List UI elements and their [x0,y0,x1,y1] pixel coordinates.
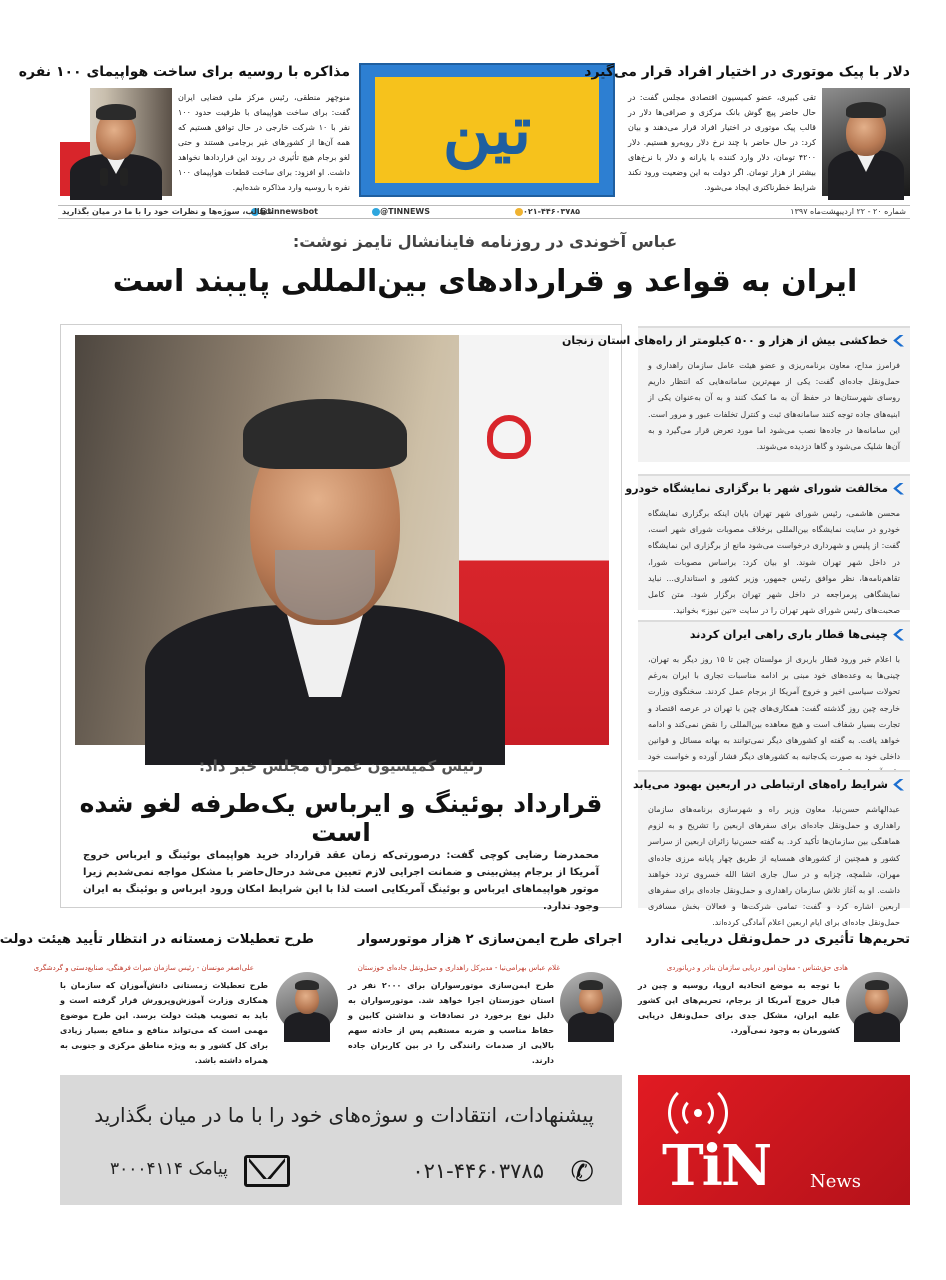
column-3-title[interactable]: طرح تعطیلات زمستانه در انتظار تأیید هیئت دولت [0,932,314,947]
feature-body: محمدرضا رضایی کوچی گفت: درصورتی‌که زمان عقد قرارداد خرید هواپیمای بوئینگ و ایرباس خروج آمریکا از برجام پیش‌بینی و ضمانت اجرایی لازم تعیین می‌شد درحال‌حاضر با مشکل مواجه نمی‌شدیم زیرا موتور هواپیماهای ایرباس و بوئینگ آمریکایی است لذا با این شرایط امکان ورود ایرباس و بوئینگ به ایران وجود ندارد. [83,850,599,912]
chevron-left-icon [892,483,904,495]
feature-kicker: رئیس کمیسیون عمران مجلس خبر داد: [198,757,483,775]
column-2-photo [560,972,622,1034]
logo-inner [375,77,599,183]
top-left-photo [60,88,172,196]
column-3-photo [276,972,338,1034]
issue-number: شماره ۲۰ - ۲۲ اردیبهشت‌ماه ۱۳۹۷ [790,207,906,216]
envelope-icon [244,1155,290,1187]
telegram-icon [372,208,380,216]
top-right-story-title[interactable]: دلار با پیک موتوری در اختیار افراد قرار می‌گیرد [584,64,910,80]
column-1-body: با توجه به موضع اتحادیه اروپا، روسیه و چین در قبال خروج آمریکا از برجام، تحریم‌های این کشور علیه ایران، مشکل جدی برای حمل‌ونقل دریایی کشورمان به وجود نمی‌آورد. [638,981,840,1035]
sidebar-box-body: با اعلام خبر ورود قطار باربری از مولستان چین تا ۱۵ روز دیگر به تهران، چینی‌ها به وعده‌های خود مبنی بر ادامه مناسبات تجاری با ایران به‌رغم تحولات سیاسی اخیر و خروج آمریکا از برجام عمل کردند. سخنگوی وزارت خارجه چین روز گذشته گفت: همکاری‌های چین با تهران در عرصه اقتصاد و تجارت بسیار شفاف است و هیچ معاهده بین‌المللی را نقض نمی‌کند و ادامه خواهد یافت. به گفته او کشورهای دیگر نمی‌توانند به بهانه مسائل و قوانین داخلی خود به صورت یک‌جانبه به کشورهای دیگر فشار آورده و خواست خود [648,655,901,762]
top-right-story-body: تقی کبیری، عضو کمیسیون اقتصادی مجلس گفت: در حال حاضر پیچ گوش بانک مرکزی و صرافی‌ها دلار در قالب پیک موتوری در اختیار افراد قرار می‌دهند و بیان کرد: در حال حاضر با چند نرخ دلار روبه‌رو هستیم. دلار ۴۲۰۰ تومان، دلار وارد کننده با یارانه و دلار با نرخ‌های بیشتر از هزار تومان. اگر دولت به این وضعیت ورود نکند شرایط خطرناکتری ایجاد می‌شود. [628,93,816,192]
sidebar-box-1[interactable] [561,326,910,462]
top-left-story-title[interactable]: مذاکره با روسیه برای ساخت هواپیمای ۱۰۰ نفره [18,64,350,80]
lead-title[interactable]: ایران به قواعد و قراردادهای بین‌المللی پایبند است [112,264,858,299]
banner-phone[interactable]: ۰۲۱-۴۴۶۰۳۷۸۵ [412,1159,544,1183]
column-1-photo [846,972,908,1034]
chevron-left-icon [892,335,904,347]
sidebar-box-body: عبدالهاشم حسن‌نیا، معاون وزیر راه و شهرسازی برنامه‌های سازمان راهداری و حمل‌ونقل جاده‌ای برای سفرهای اربعین را تشریح و به لزوم هماهنگی بین سازمان‌ها تأکید کرد. به گفته حسن‌نیا زائران اربعین از سراسر کشور و همچنین از کشورهای همسایه از طریق چهار پایانه مرزی جاده‌ای مهران، شلمچه، چزابه و در سال جاری اتشا الله خسروی تردد خواهند داشت. او به آغاز تلاش سازمان راهداری و حمل‌ونقل جاده‌ای برای سفرهای اربعین اشاره کرد و گفت: تمامی شرکت‌ها و فعالان بخش مسافری حمل‌ونقل جاده‌ای برای ایام اربعین اعلام آمادگی کرده‌اند. [648,805,900,928]
info-phone[interactable]: ۰۲۱-۴۴۶۰۳۷۸۵ [512,207,580,216]
chevron-left-icon [892,779,904,791]
lead-kicker: عباس آخوندی در روزنامه فاینانشال تایمز نوشت: [292,232,678,251]
info-cta: مطالب، سوژه‌ها و نظرات خود را با ما در میان بگذارید [62,207,273,216]
top-right-photo [822,88,910,196]
column-1-sub: هادی حق‌شناس - معاون امور دریایی سازمان بنادر و دریانوردی [666,964,848,972]
info-tinnews[interactable]: @TINNEWS [369,207,430,216]
tin-news-word: News [810,1171,862,1192]
broadcast-dot-icon [694,1109,702,1117]
column-2-title[interactable]: اجرای طرح ایمن‌سازی ۲ هزار موتورسوار [357,932,622,947]
feature-photo [75,335,609,745]
column-3-sub: علی‌اصغر مونسان - رئیس سازمان میراث فرهنگی، صنایع‌دستی و گردشگری [33,964,254,972]
feature-title[interactable]: قرارداد بوئینگ و ایرباس یک‌طرفه لغو شده است [79,789,603,847]
flag-emblem-icon [487,415,531,459]
sidebar-box-body: محسن هاشمی، رئیس شورای شهر تهران بایان اینکه برگزاری نمایشگاه خودرو در سایت نمایشگاه بین‌المللی برخلاف مصوبات شورای شهر است، گفت: از پلیس و شهرداری درخواست می‌شود مانع از برگزاری این نمایشگاه در داخل شهر تهران شوند. او بیان کرد: براساس مصوبات شورا، تقاهم‌نامه‌ها، نظر موافق رئیس جمهور، وزیر کشور و استانداری... نباید نمایشگاهی پرمراجعه در داخل شهر تهران برگزار شود. متن کامل صحبت‌های رئیس شورای شهر تهران را در سایت «تین نیوز» بخوانید. [648,509,900,616]
info-bar [58,205,910,219]
sidebar-box-title: چینی‌ها قطار باری راهی ایران کردند [690,628,904,641]
chevron-left-icon [892,629,904,641]
column-2-sub: غلام عباس بهرامی‌نیا - مدیرکل راهداری و حمل‌ونقل جاده‌ای خوزستان [357,964,560,972]
sidebar-box-body: فرامرز مداح، معاون برنامه‌ریزی و عضو هیئت عامل سازمان راهداری و حمل‌ونقل جاده‌ای گفت: یکی از مهم‌ترین سامانه‌هایی که انتظار داریم روسای شهرستان‌ها در حفظ آن به ما کمک کنند و به آن به‌عنوان یکی از ابنیه‌های جاده توجه کنند سامانه‌های ثبت و کنترل تخلفات عبور و مرور است. این سامانه‌ها در جاده‌ها نصب می‌شود اما مورد تعرض قرار می‌گیرد و به آن‌ها شلیک می‌شود و گاها دزدیده می‌شوند. [648,361,900,452]
feedback-banner[interactable] [60,1075,622,1205]
phone-icon: ✆ [570,1155,594,1188]
sidebar-box-3[interactable] [638,620,910,760]
banner-sms[interactable]: پیامک ۳۰۰۰۴۱۱۴ [110,1159,228,1179]
newspaper-logo [359,63,615,197]
tin-brand: TiN [662,1133,771,1199]
banner-text: پیشنهادات، انتقادات و سوژه‌های خود را با ما در میان بگذارید [94,1103,594,1127]
column-2-body: طرح ایمن‌سازی موتورسواران برای ۲۰۰۰ نفر در استان خوزستان اجرا خواهد شد. موتورسواران به دلیل نوع برخورد در تصادفات و نداشتن کابین و حفاظ مناسب و ضربه مستقیم پس از حادثه سهم بالایی از صدمات رانندگی را در بین کاربران جاده دارند. [348,981,554,1065]
feature-story [60,324,622,912]
tin-news-ad[interactable] [638,1075,910,1205]
sidebar-box-4[interactable] [632,770,910,928]
sidebar-box-title: خط‌کشی بیش از هزار و ۵۰۰ کیلومتر از راه‌های استان زنجان [562,334,904,347]
info-bot[interactable]: @tinnewsbot [248,207,318,216]
phone-icon [515,208,523,216]
sidebar-box-title: مخالفت شورای شهر با برگزاری نمایشگاه خودرو [625,482,904,495]
logo-text: تین [442,91,532,169]
sidebar-box-title: شرایط راه‌های ارتباطی در اربعین بهبود می‌یابد [633,778,904,791]
top-left-story-body: منوچهر منطقی، رئیس مرکز ملی فضایی ایران گفت: برای ساخت هواپیمای با ظرفیت حدود ۱۰۰ نفر با ۱۰ شرکت خارجی در حال توافق هستیم که همه آن‌ها از کشورهای غیر برجامی هستند و حتی لغو برجام هیچ تأثیری در روند این قراردادها نخواهد داشت. او افزود: برای ساخت قطعات هواپیمای ۱۰۰ نفره با روسیه وارد مذاکره شده‌ایم. [178,93,351,192]
column-3-body: طرح تعطیلات زمستانی دانش‌آموزان که سازمان با همکاری وزارت آموزش‌وپرورش قرار گرفته است و باید به تصویب هیئت دولت برسد. این طرح موضوع مهمی است که می‌تواند منافع و منافع بسیار زیادی برای کل کشور و به ویژه مناطق مرکزی و جنوبی به همراه داشته باشد. [60,981,268,1065]
sidebar-box-2[interactable] [625,474,910,616]
column-1-title[interactable]: تحریم‌ها تأثیری در حمل‌ونقل دریایی ندارد [645,932,910,947]
